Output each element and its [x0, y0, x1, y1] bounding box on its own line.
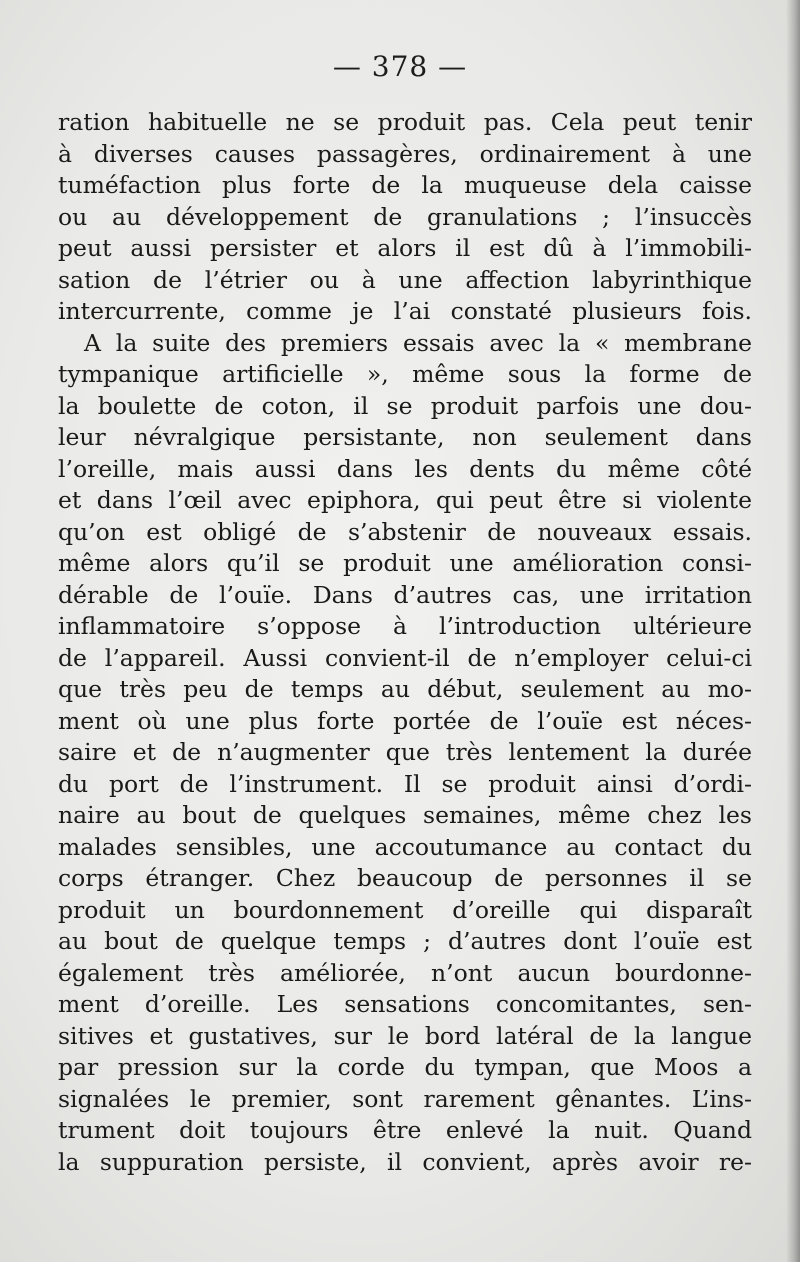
text-line: ou au développement de granulations ; l’insuccès — [58, 202, 752, 231]
text-line: ment où une plus forte portée de l’ouïe est néces- — [58, 706, 752, 735]
text-line: leur névralgique persistante, non seulement dans — [58, 423, 752, 451]
text-line: peut aussi persister et alors il est dû à l’immobili- — [58, 234, 752, 262]
text-line: l’oreille, mais aussi dans les dents du même côté — [58, 454, 752, 483]
text-line: corps étranger. Chez beaucoup de personnes il se — [58, 864, 752, 892]
paragraph-start-line: A la suite des premiers essais avec la « membrane — [84, 328, 752, 357]
text-line: inflammatoire s’oppose à l’introduction ultérieure — [58, 612, 752, 640]
text-line: par pression sur la corde du tympan, que Moos a — [58, 1053, 752, 1081]
text-line: et dans l’œil avec epiphora, qui peut être si violente — [58, 486, 752, 514]
text-line: même alors qu’il se produit une amélioration consi- — [58, 549, 752, 577]
text-line: ration habituelle ne se produit pas. Cela peut tenir — [58, 108, 752, 136]
text-line: de l’appareil. Aussi convient-il de n’employer celui-ci — [58, 643, 752, 672]
text-line: produit un bourdonnement d’oreille qui disparaît — [58, 895, 752, 924]
text-line: la suppuration persiste, il convient, après avoir re- — [58, 1147, 752, 1176]
page-number: — 378 — — [332, 50, 468, 83]
text-line: la boulette de coton, il se produit parfois une dou- — [58, 391, 752, 420]
text-line: au bout de quelque temps ; d’autres dont l’ouïe est — [58, 927, 752, 955]
text-line: ment d’oreille. Les sensations concomitantes, sen- — [58, 990, 752, 1018]
text-line: également très améliorée, n’ont aucun bourdonne- — [58, 958, 752, 987]
text-line: à diverses causes passagères, ordinairement à une — [58, 139, 752, 168]
body-text — [58, 107, 752, 1178]
text-line: malades sensibles, une accoutumance au contact du — [58, 832, 752, 861]
text-line: signalées le premier, sont rarement gênantes. L’ins- — [58, 1084, 752, 1113]
text-line: trument doit toujours être enlevé la nuit. Quand — [58, 1116, 752, 1144]
text-line: naire au bout de quelques semaines, même chez les — [58, 801, 752, 829]
text-line: dérable de l’ouïe. Dans d’autres cas, une irritation — [58, 580, 752, 609]
page-edge-shadow — [786, 0, 800, 1262]
text-line: saire et de n’augmenter que très lentement la durée — [58, 738, 752, 766]
text-line: tuméfaction plus forte de la muqueuse dela caisse — [58, 171, 752, 199]
text-line: qu’on est obligé de s’abstenir de nouveaux essais. — [58, 517, 752, 546]
text-line: intercurrente, comme je l’ai constaté plusieurs fois. — [58, 297, 752, 325]
text-line: du port de l’instrument. Il se produit ainsi d’ordi- — [58, 769, 752, 798]
text-line: sitives et gustatives, sur le bord latéral de la langue — [58, 1021, 752, 1050]
text-line: sation de l’étrier ou à une affection labyrinthique — [58, 265, 752, 294]
text-line: que très peu de temps au début, seulement au mo- — [58, 675, 752, 703]
text-line: tympanique artificielle », même sous la forme de — [58, 360, 752, 388]
